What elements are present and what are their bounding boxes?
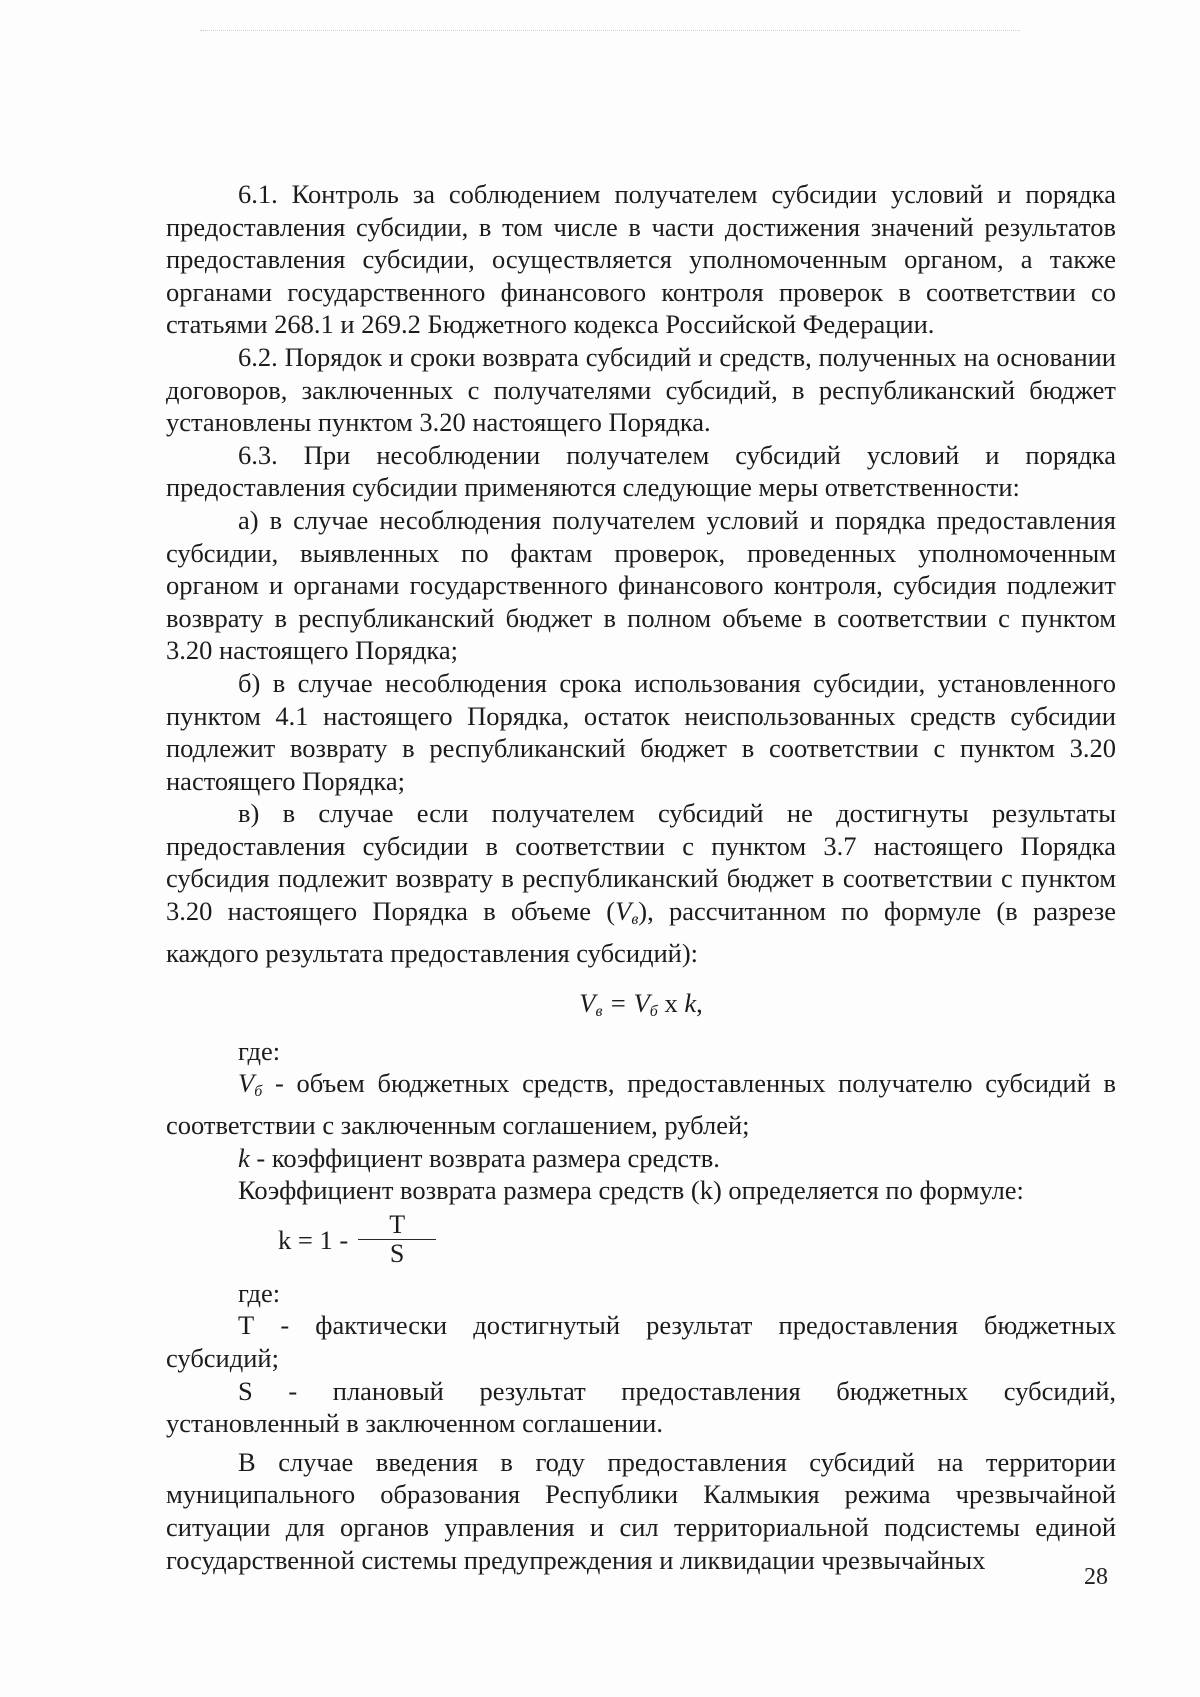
- fraction-numerator: T: [389, 1210, 406, 1240]
- paragraph-v: [166, 797, 1116, 969]
- paragraph-v-end: ), рассчитанном по формуле (в разрезе каждого результата предоставления субсидий):: [166, 896, 1116, 968]
- paragraph-6-2: 6.2. Порядок и сроки возврата субсидий и средств, полученных на основании договоров, заключенных с получателями субсидий, в республиканский бюджет установлены пунктом 3.20 настоящего Порядка.: [166, 341, 1116, 438]
- paragraph-emergency: В случае введения в году предоставления субсидий на территории муниципального образования Республики Калмыкия режима чрезвычайной ситуации для органов управления и сил территориальной подсистемы единой государственной системы предупреждения и ликвидации чрезвычайных: [166, 1446, 1116, 1575]
- k-formula-intro: Коэффициент возврата размера средств (k) определяется по формуле:: [238, 1175, 1024, 1206]
- fraction: [358, 1211, 436, 1268]
- paragraph-a: а) в случае несоблюдения получателем условий и порядка предоставления субсидии, выявленных по фактам проверок, проведенных уполномоченным органом и органами государственного финансового контроля, субсидия подлежит возврату в республиканский бюджет в полном объеме в соответствии с пунктом 3.20 настоящего Порядка;: [166, 504, 1116, 666]
- fraction-denominator: S: [358, 1239, 436, 1268]
- paragraph-6-3: 6.3. При несоблюдении получателем субсидий условий и порядка предоставления субсидии применяются следующие меры ответственности:: [166, 439, 1116, 503]
- paragraph-v-start: в) в случае если получателем субсидий не достигнуты результаты предоставления субсидии в соответствии с пунктом 3.7 настоящего Порядка субсидия подлежит возврату в республиканский бюджет в соответствии с пунктом 3.20 настоящего Порядка в объеме (: [166, 798, 1116, 927]
- definition-vb: $V_б$ - объем бюджетных средств, предоставленных получателю субсидий в соответствии с заключенным соглашением, рублей;: [166, 1068, 1116, 1141]
- formula-k: [278, 1209, 1116, 1271]
- definition-t: Т - фактически достигнутый результат предоставления бюджетных субсидий;: [166, 1310, 1116, 1373]
- budget-volume-symbol: $V_б$: [238, 1068, 263, 1101]
- volume-symbol: $V_в$: [615, 896, 639, 929]
- where-label-1: где:: [238, 1035, 281, 1066]
- paragraph-b: б) в случае несоблюдения срока использования субсидии, установленного пунктом 4.1 настоящего Порядка, остаток неиспользованных средств субсидии подлежит возврату в республиканский бюджет в соответствии с пунктом 3.20 настоящего Порядка;: [166, 667, 1116, 796]
- page-number: 28: [1084, 1564, 1108, 1590]
- paragraph-6-1: 6.1. Контроль за соблюдением получателем субсидии условий и порядка предоставления субсидии, в том числе в части достижения значений результатов предоставления субсидии, осуществляется уполномоченным органом, а также органами государственного финансового контроля проверок в соответствии со статьями 268.1 и 269.2 Бюджетного кодекса Российской Федерации.: [166, 179, 1116, 340]
- definition-s: S - плановый результат предоставления бюджетных субсидий, установленный в заключенном соглашении.: [166, 1375, 1116, 1439]
- document-body: [166, 178, 1116, 1576]
- where-label-2: где:: [238, 1277, 281, 1308]
- scan-artifact: [200, 30, 1020, 35]
- definition-k: k - коэффициент возврата размера средств.: [238, 1142, 720, 1173]
- formula-volume: $V_в = V_б$ x k,: [579, 988, 703, 1021]
- formula-k-lhs: k = 1 -: [278, 1224, 349, 1255]
